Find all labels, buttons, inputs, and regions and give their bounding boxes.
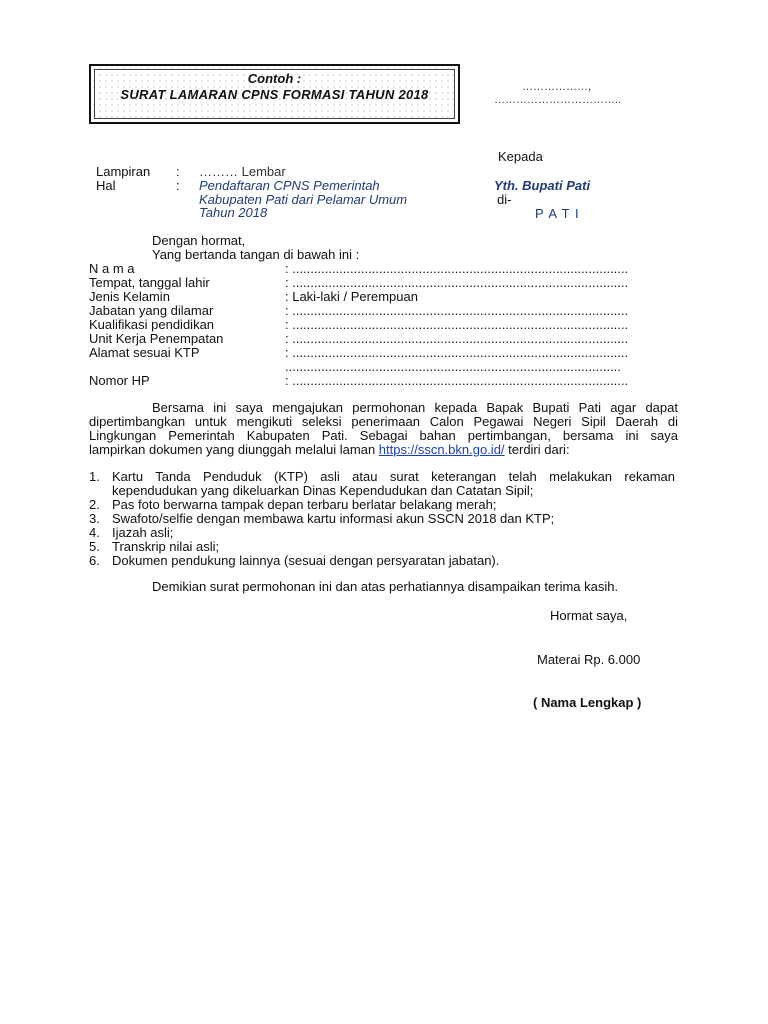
regards: Hormat saya, bbox=[550, 608, 628, 623]
list-item: kependudukan yang dikeluarkan Dinas Kependudukan dan Catatan Sipil; bbox=[112, 483, 534, 498]
hal-line1: Pendaftaran CPNS Pemerintah bbox=[199, 178, 380, 193]
sscn-link[interactable]: https://sscn.bkn.go.id/ bbox=[378, 442, 505, 457]
recipient-yth: Yth. Bupati Pati bbox=[494, 178, 591, 193]
list-item: Pas foto berwarna tampak depan terbaru berlatar belakang merah; bbox=[112, 497, 497, 512]
greeting: Dengan hormat, bbox=[152, 233, 246, 248]
field-label: Nomor HP bbox=[89, 373, 150, 388]
hal-label: Hal bbox=[96, 178, 116, 193]
field-value: : ............................................................................................. bbox=[285, 303, 629, 318]
field-value: : ............................................................................................. bbox=[285, 373, 629, 388]
field-label: N a m a bbox=[89, 261, 135, 276]
lampiran-value: ……… Lembar bbox=[199, 164, 286, 179]
field-value: : ............................................................................................. bbox=[285, 275, 629, 290]
field-value: : ............................................................................................. bbox=[285, 331, 629, 346]
list-item: Kartu Tanda Penduduk (KTP) asli atau surat keterangan telah melakukan rekaman bbox=[112, 469, 675, 484]
header-title: SURAT LAMARAN CPNS FORMASI TAHUN 2018 bbox=[120, 87, 429, 102]
lampiran-colon: : bbox=[176, 164, 180, 179]
list-item: Dokumen pendukung lainnya (sesuai dengan persyaratan jabatan). bbox=[112, 553, 500, 568]
list-number: 1. bbox=[89, 469, 100, 484]
signature-name: ( Nama Lengkap ) bbox=[533, 695, 642, 710]
place-date-line1: ………………, bbox=[522, 81, 592, 93]
body-text: lampirkan dokumen yang diunggah melalui laman bbox=[89, 442, 379, 457]
field-value: : ............................................................................................. bbox=[285, 345, 629, 360]
list-number: 3. bbox=[89, 511, 100, 526]
list-item: Ijazah asli; bbox=[112, 525, 174, 540]
materai: Materai Rp. 6.000 bbox=[537, 652, 641, 667]
intro-line: Yang bertanda tangan di bawah ini : bbox=[152, 247, 360, 262]
letter-header-box bbox=[89, 64, 460, 124]
field-label: Jenis Kelamin bbox=[89, 289, 170, 304]
body-text: terdiri dari: bbox=[504, 442, 570, 457]
lampiran-label: Lampiran bbox=[96, 164, 151, 179]
field-value: : ............................................................................................. bbox=[285, 261, 629, 276]
field-label: Kualifikasi pendidikan bbox=[89, 317, 215, 332]
body-line: Bersama ini saya mengajukan permohonan kepada Bapak Bupati Pati agar dapat bbox=[152, 400, 678, 415]
recipient-kepada: Kepada bbox=[498, 149, 543, 164]
list-number: 5. bbox=[89, 539, 100, 554]
field-value: : Laki-laki / Perempuan bbox=[285, 289, 418, 304]
list-item: Transkrip nilai asli; bbox=[112, 539, 220, 554]
closing-text: Demikian surat permohonan ini dan atas perhatiannya disampaikan terima kasih. bbox=[152, 579, 619, 594]
header-label: Contoh : bbox=[247, 71, 302, 86]
body-line-link bbox=[89, 443, 678, 457]
body-line: Lingkungan Pemerintah Kabupaten Pati. Sebagai bahan pertimbangan, bersama ini saya bbox=[89, 428, 678, 443]
field-label: Tempat, tanggal lahir bbox=[89, 275, 210, 290]
place-date-line2: …………………………….. bbox=[494, 94, 622, 106]
field-label: Unit Kerja Penempatan bbox=[89, 331, 224, 346]
field-value: : ............................................................................................. bbox=[285, 317, 629, 332]
field-value: ............................................................................................. bbox=[285, 359, 621, 374]
hal-line3: Tahun 2018 bbox=[199, 205, 268, 220]
field-label: Alamat sesuai KTP bbox=[89, 345, 200, 360]
field-label: Jabatan yang dilamar bbox=[89, 303, 214, 318]
body-line: dipertimbangkan untuk mengikuti seleksi penerimaan Calon Pegawai Negeri Sipil Daerah di bbox=[89, 414, 678, 429]
list-item: Swafoto/selfie dengan membawa kartu informasi akun SSCN 2018 dan KTP; bbox=[112, 511, 555, 526]
hal-line2: Kabupaten Pati dari Pelamar Umum bbox=[199, 192, 408, 207]
list-number: 2. bbox=[89, 497, 100, 512]
hal-colon: : bbox=[176, 178, 180, 193]
recipient-di: di- bbox=[497, 192, 512, 207]
recipient-city: P A T I bbox=[535, 206, 580, 221]
list-number: 4. bbox=[89, 525, 100, 540]
list-number: 6. bbox=[89, 553, 100, 568]
